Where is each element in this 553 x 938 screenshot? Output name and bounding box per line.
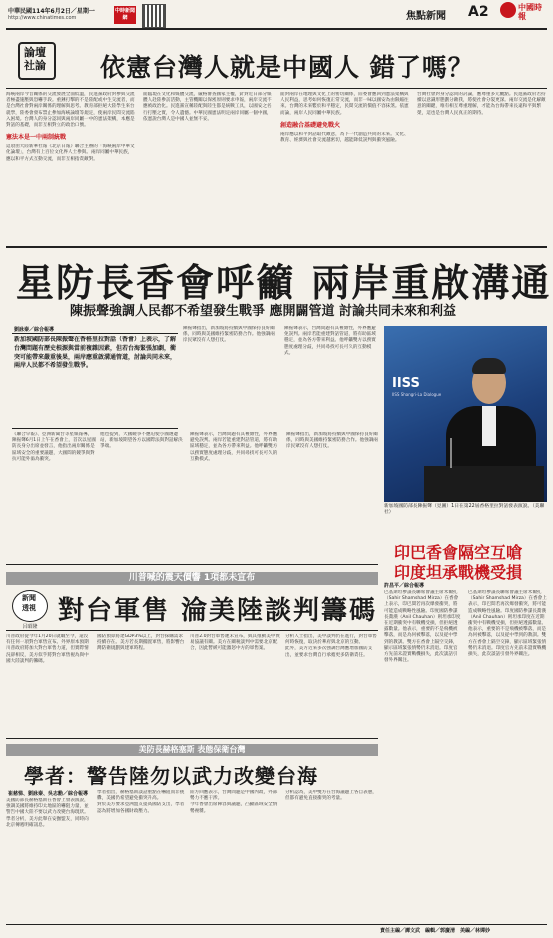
section-rule-3 xyxy=(6,738,378,739)
footer-credits: 責任主編／譚文武 編輯／郭慶清 美編／林嬋妙 xyxy=(380,928,491,934)
story1-col-e xyxy=(190,432,280,558)
story3-body-2: 學者指出，赫格塞斯談話重點在嚇阻而非挑釁，美國仍希望避免衝突升高。 xyxy=(97,790,185,802)
top-col-2-text: 面臨現在文化和媒體交流，嚴格審查國家主權，針對近日部分媒體人赴陸參訪活動，主管機關以保密原則要求申報，兩岸交流不應被政治化。民進黨宣稱陸配與陸生都是統戰工具，以國安之名行打壓之實，令人遺憾。中華民國憲法明定兩岸同屬一個中國，依憲說台灣人是中國人並無不妥。 xyxy=(143,92,272,122)
masthead-rule xyxy=(6,28,547,30)
story2-headline: 對台軍售 淪美陸談判籌碼 xyxy=(58,596,378,626)
story1-body-2b: 陳振聲指出，新加坡將持續與中國保持良好關係，同時與美國維持緊密防務合作。他強調兩岸民眾沒有人想打仗。 xyxy=(286,432,378,450)
story2-rule xyxy=(6,630,378,631)
photo-lectern xyxy=(424,466,544,502)
story2-col-4 xyxy=(285,634,378,734)
side-col-1 xyxy=(384,590,462,920)
tag-line-2: 透視 xyxy=(22,604,36,612)
story3-col-1 xyxy=(6,798,92,920)
tag-author: 呂昭隆 xyxy=(22,624,38,630)
side-headline-1: 印巴香會隔空互嗆 xyxy=(394,543,523,562)
qr-code-icon xyxy=(142,4,166,28)
masthead-date: 中華民國114年6月2日／星期一 xyxy=(8,8,95,15)
brand-name: 中國時報 xyxy=(518,3,542,21)
top-col-4-text: 台灣社會對身分認同的討論，應尊重多元觀點。民進黨政府若持續以意識形態劃分敵我，將使社會分裂更深。兩岸交流是化解敵意的關鍵，唯有相互尊重理解，才能為台海帶來長遠和平與繁榮，這也是台灣人民真正的期待。 xyxy=(417,92,546,116)
side-col-2 xyxy=(468,590,547,920)
top-col-1 xyxy=(6,92,136,242)
story1-photo xyxy=(384,326,547,502)
story1-col-c xyxy=(12,432,96,558)
story1-body-3: 陳振聲表示，台灣問題有其複雜性，外界應避免誤判。兩岸若能重建對話管道，將有助區域穩定，並為各方帶來利益。他呼籲雙方以務實態度處理分歧，共同尋找可長可久的互動模式。 xyxy=(284,326,376,356)
section-name: 焦點新聞 xyxy=(406,11,446,22)
photo-sign-2: IISS Shangri-La Dialogue xyxy=(392,392,442,397)
story2-body-2: 川普2.0對台軍售遲未宣布，與其推動美中貿易協議有關。美方在關稅談判中需要北京配合，因此暫緩可能激怒中方的軍售案。 xyxy=(190,634,280,652)
story3-body-3: 對於美方要求亞洲盟友提高國防支出，學者認為將增加各國財政壓力。 xyxy=(97,802,185,814)
side-body-cont: 巴基斯坦參謀長聯席會議主席米爾扎（Sahir Shamshad Mirza）在香會上表示，印巴間若再次爆發衝突，將可能造成戰略性風險。印度國防參謀長喬漢（Anil Chauhan）則坦承印度在近期衝突中有戰機受損，但拒絕透露數量。他表示，重要的不是飛機被擊落，而是為何被擊落，以及從中學到的教訓。雙方在香會上隔空交鋒，顯示區域緊張情勢仍未消退。印度官方先前未證實戰機損失，此次談話引發外界關注。 xyxy=(468,590,547,658)
story2-col-1 xyxy=(6,634,92,734)
story3-col-4 xyxy=(285,790,378,920)
top-col-3-text-b: 兩岸應以和平對話取代敵意，為下一代創造共同的未來。文化、教育、經濟與社會交流越密切，越能降低誤判與衝突風險。 xyxy=(280,131,409,144)
top-col-1-text: 海峽兩岸今昔關係的交流發展全面低溫，民進黨政府對參與交流者極盡施壓與恐嚇手段。重錘打擊的不是陸配或中生交流者，而是台灣社會對兩岸關係的理解與思考。教育部拒絕大陸學生來台就學，陸委會發布禁止參加海峽論壇等規定，使兩岸民間交流陷入困境。台灣人的身分認同與兩岸同屬一中的憲法架構，本應是對話的基礎，而非互相對立的政治口號。 xyxy=(6,92,135,129)
side-body: 巴基斯坦參謀長聯席會議主席米爾扎（Sahir Shamshad Mirza）在香會上表示，印巴間若再次爆發衝突，將可能造成戰略性風險。印度國防參謀長喬漢（Anil Chauhan）則坦承印度在近期衝突中有戰機受損，但拒絕透露數量。他表示，重要的不是飛機被擊落，而是為何被擊落，以及從中學到的教訓。雙方在香會上隔空交鋒，顯示區域緊張情勢仍未消退。印度官方先前未證實戰機損失，此次談話引發外界關注。 xyxy=(384,590,461,664)
story3-byline: 崔慈悌、劉詠秦、吳志勳／綜合報導 xyxy=(8,791,89,797)
story1-body-4: 他也提到，大國競爭不應迫使小國選邊站，新加坡期望各方以國際法與對話解決爭端。 xyxy=(100,432,183,450)
top-col-2 xyxy=(143,92,273,242)
story2-col-2 xyxy=(97,634,185,734)
story1-col-d xyxy=(100,432,184,558)
masthead-url[interactable]: http://www.chinatimes.com xyxy=(8,15,77,21)
story3-body-5: 今年香會出席陣容與議題，凸顯區域安全情勢複雜。 xyxy=(190,802,278,814)
photo-hair xyxy=(472,358,506,374)
story3-body-4: 陸方回應表示，台灣問題是中國內政，外部勢力不應干涉。 xyxy=(190,790,278,802)
top-subhead-2: 創造融合基礎避免戰火 xyxy=(280,121,341,129)
top-subhead-1: 憲法本是一中兩制統戰 xyxy=(6,134,67,142)
section-rule-1 xyxy=(6,246,547,248)
side-headline-2: 印度坦承戰機受損 xyxy=(394,563,523,582)
story1-byline: 劉詠秦／綜合報導 xyxy=(14,327,55,333)
top-headline-rule xyxy=(6,88,547,89)
brand-logo-icon xyxy=(500,2,516,18)
story2-body-5: 此外，美方近來多次強調台灣應增加國防支出，並要求台灣自行承擔更多防衛責任。 xyxy=(285,646,373,658)
story3-body-1: 美國防部長赫格塞斯在香會上發表演說，強調美國將維持印太地區的嚇阻力量，並警告中國大陸不要以武力改變台海現狀。學者分析，美方此舉在安撫盟友，同時向北京傳遞明確訊息。 xyxy=(6,798,89,828)
column-mark: 論壇社論 xyxy=(24,46,46,72)
photo-sign: IISS xyxy=(392,376,420,391)
story3-col-3 xyxy=(190,790,280,920)
story1-body-1: 《聯合早報》、亞洲新聞台等星媒報導，陳振聲6月1日上午在香會上，首次以星國防長身分出席並發言，他指出兩岸關係是區域安全的重要議題，大國間的競爭與對抗可能外溢為衝突。 xyxy=(12,432,96,462)
story1-col-b xyxy=(284,326,378,432)
side-byline: 許昌平／綜合報導 xyxy=(384,583,425,589)
story3-headline: 學者：警告陸勿以武力改變台海 xyxy=(24,764,318,788)
top-col-3 xyxy=(280,92,410,242)
story1-headline: 星防長香會呼籲 兩岸重啟溝通 xyxy=(16,261,552,305)
photo-mic xyxy=(450,438,452,468)
story1-col-f xyxy=(286,432,378,558)
story2-body-1: 川普政府從今年1月20日就職至今，還沒有任何一項對台軍售宣布。外界原本預期川普政府將加大對台軍售力道，但實際情況卻相反，美方似乎將對台軍售視為與中國大陸談判的籌碼。 xyxy=(6,634,89,664)
story3-col-2 xyxy=(97,790,185,920)
page-number: A2 xyxy=(468,4,489,20)
section-rule-2 xyxy=(6,564,378,565)
story1-body-2: 陳振聲指出，新加坡將持續與中國保持良好關係，同時與美國維持緊密防務合作。他強調兩岸民眾沒有人想打仗。 xyxy=(183,326,275,344)
story2-col-3 xyxy=(190,634,280,734)
story2-kicker: 川普喊的震天價響 1項都未宣布 xyxy=(6,572,378,585)
top-col-4 xyxy=(417,92,547,242)
tag-line-1: 新聞 xyxy=(22,594,36,602)
story3-kicker: 美防長赫格塞斯 表態保衛台灣 xyxy=(6,744,378,756)
top-col-3-text: 面對兩岸在地理與文化上的密切關係，陸委會應回到憲法架構與人民利益，思考如何恢復正常交流，而非一味以國安為由限縮往來。台灣的未來繫於和平穩定，民間交流的價值不容抹煞。依憲而論，兩岸人民同屬中華民族。 xyxy=(280,92,409,116)
story1-lead: 新加坡國防部長陳振聲在香格里拉對話（香會）上表示，了解台灣問題有歷史根源與當前複雜因素，但若台海緊張加劇，衝突可能帶來嚴重後果，兩岸應重啟溝通管道，討論共同未來，兩岸人民都不希望發生戰爭。 xyxy=(14,336,176,370)
top-headline: 依憲台灣人就是中國人 錯了嗎？ xyxy=(100,53,474,82)
story1-col-a xyxy=(183,326,279,432)
small-logo: 中時新聞網 xyxy=(114,8,135,21)
story2-body-3: 國防預算將達GDP3%以上，對台採購需求持續存在。美方若長期擱置軍售，將影響台灣防衛規劃與建軍時程。 xyxy=(97,634,185,652)
footer-rule xyxy=(6,924,547,925)
story1-body-3b: 陳振聲表示，台灣問題有其複雜性，外界應避免誤判。兩岸若能重建對話管道，將有助區域穩定，並為各方帶來利益。他呼籲雙方以務實態度處理分歧，共同尋找可長可久的互動模式。 xyxy=(190,432,278,462)
story1-deck: 陳振聲強調人民都不希望發生戰爭 應開闢管道 討論共同未來和利益 xyxy=(70,304,457,319)
photo-shirt xyxy=(482,406,496,446)
story3-body-6: 分析認為，美中雙方在台海議題上各自表態，但都有避免直接衝突的考量。 xyxy=(285,790,377,802)
story2-body-4: 分析人士指出，美中談判仍在進行，對台軍售何時恢復，取決於華府與北京的互動。 xyxy=(285,634,377,646)
top-col-1-text-b: 這項由大陸新華社報《北京日報》聯合主辦的「海峽兩岸中華文化論壇」，台灣有上百位文化界人士參與。兩岸同屬中華民族，應以和平方式互動交流，而非互相指責敵對。 xyxy=(6,144,135,162)
story1-photo-caption: 新加坡國防部長陳振聲（見圖）1日在第22屆香格里拉對話發表演說。（美聯社） xyxy=(384,504,545,516)
